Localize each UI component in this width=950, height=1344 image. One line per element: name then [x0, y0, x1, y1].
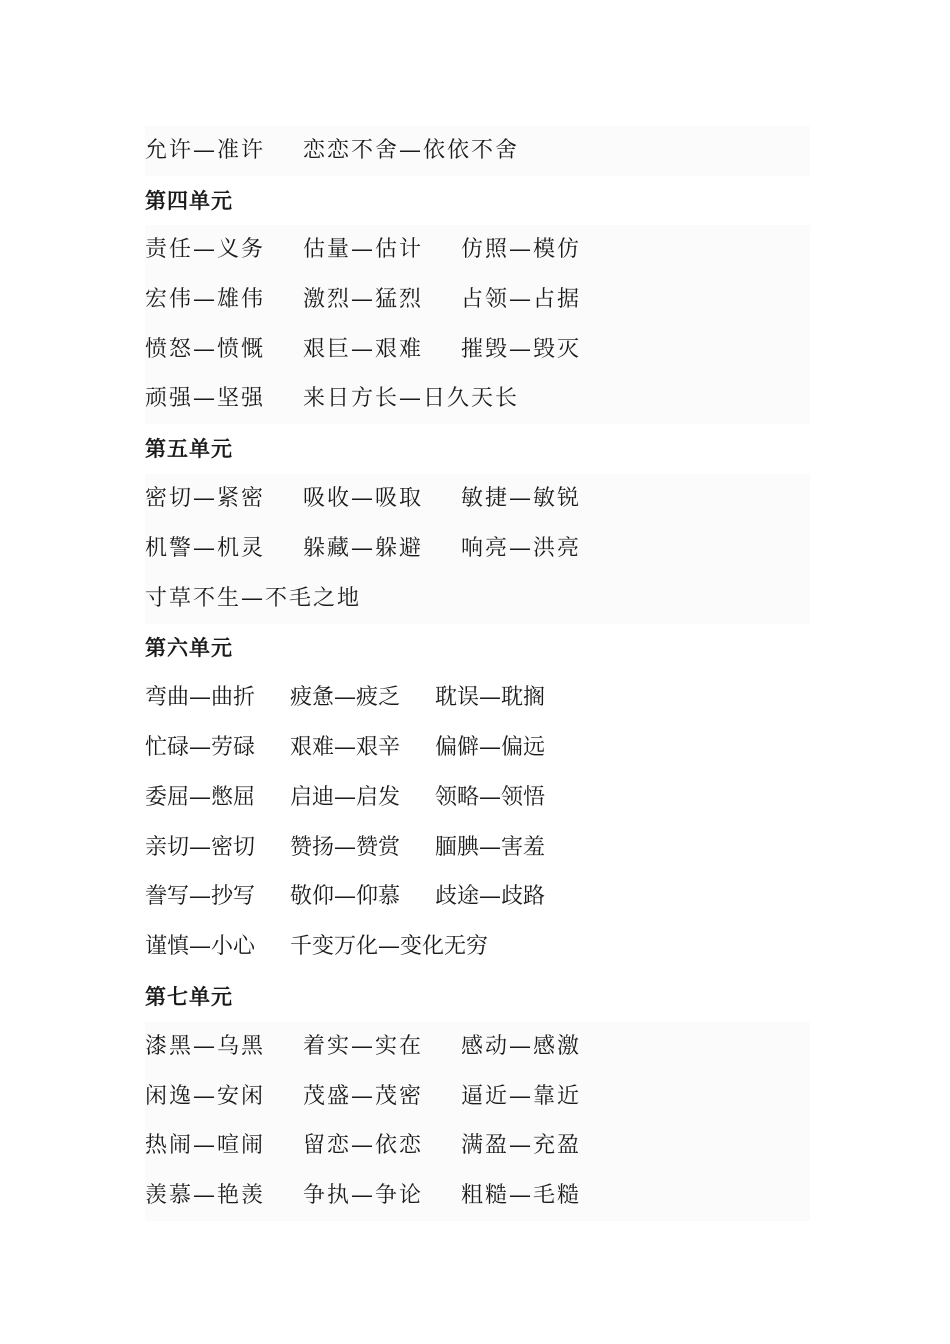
word-pair: 吸收—吸取 [303, 486, 424, 511]
section-heading-unit4: 第四单元 [145, 189, 233, 213]
word-pair: 响亮—洪亮 [461, 536, 582, 561]
word-pair: 责任—义务 [145, 237, 266, 262]
word-pair: 启迪—启发 [290, 785, 401, 810]
word-pair: 艰巨—艰难 [303, 337, 424, 362]
word-pair: 激烈—猛烈 [303, 287, 424, 312]
word-row [145, 1171, 810, 1221]
word-pair: 茂盛—茂密 [303, 1084, 424, 1109]
word-pair: 宏伟—雄伟 [145, 287, 266, 312]
word-row [145, 374, 810, 424]
word-row [145, 126, 810, 176]
word-pair: 领略—领悟 [435, 785, 546, 810]
word-pair: 摧毁—毁灭 [461, 337, 582, 362]
word-pair: 仿照—模仿 [461, 237, 582, 262]
word-pair: 来日方长—日久天长 [303, 386, 520, 411]
word-pair: 顽强—坚强 [145, 386, 266, 411]
word-pair: 谨慎—小心 [145, 934, 256, 959]
word-pair: 亲切—密切 [145, 835, 256, 860]
word-pair: 恋恋不舍—依依不舍 [303, 138, 520, 163]
word-row [145, 474, 810, 524]
word-pair: 耽误—耽搁 [435, 685, 546, 710]
section-heading-unit6: 第六单元 [145, 636, 233, 660]
word-pair: 忙碌—劳碌 [145, 735, 256, 760]
word-pair: 满盈—充盈 [461, 1133, 582, 1158]
word-pair: 敬仰—仰慕 [290, 884, 401, 909]
word-pair: 闲逸—安闲 [145, 1084, 266, 1109]
section-heading-unit7: 第七单元 [145, 985, 233, 1009]
word-row [145, 325, 810, 375]
word-pair: 寸草不生—不毛之地 [145, 586, 362, 611]
word-row [145, 1022, 810, 1072]
word-row [145, 225, 810, 275]
word-pair: 着实—实在 [303, 1034, 424, 1059]
word-pair: 留恋—依恋 [303, 1133, 424, 1158]
word-row [145, 1072, 810, 1122]
word-pair: 占领—占据 [461, 287, 582, 312]
word-pair: 委屈—憋屈 [145, 785, 256, 810]
word-pair: 热闹—喧闹 [145, 1133, 266, 1158]
word-pair: 疲惫—疲乏 [290, 685, 401, 710]
word-pair: 密切—紧密 [145, 486, 266, 511]
word-pair: 允许—准许 [145, 138, 266, 163]
word-pair: 粗糙—毛糙 [461, 1183, 582, 1208]
word-row [145, 275, 810, 325]
word-pair: 感动—感激 [461, 1034, 582, 1059]
section-heading-unit5: 第五单元 [145, 437, 233, 461]
word-pair: 争执—争论 [303, 1183, 424, 1208]
word-pair: 敏捷—敏锐 [461, 486, 582, 511]
word-pair: 羡慕—艳羡 [145, 1183, 266, 1208]
word-pair: 愤怒—愤慨 [145, 337, 266, 362]
word-pair: 估量—估计 [303, 237, 424, 262]
word-pair: 歧途—歧路 [435, 884, 546, 909]
word-row [145, 574, 810, 624]
word-pair: 千变万化—变化无穷 [290, 934, 489, 959]
word-row [145, 524, 810, 574]
word-pair: 逼近—靠近 [461, 1084, 582, 1109]
word-pair: 躲藏—躲避 [303, 536, 424, 561]
word-pair: 机警—机灵 [145, 536, 266, 561]
word-pair: 漆黑—乌黑 [145, 1034, 266, 1059]
word-pair: 腼腆—害羞 [435, 835, 546, 860]
word-pair: 誊写—抄写 [145, 884, 256, 909]
word-pair: 赞扬—赞赏 [290, 835, 401, 860]
word-pair: 弯曲—曲折 [145, 685, 256, 710]
word-pair: 艰难—艰辛 [290, 735, 401, 760]
word-row [145, 1121, 810, 1171]
word-pair: 偏僻—偏远 [435, 735, 546, 760]
